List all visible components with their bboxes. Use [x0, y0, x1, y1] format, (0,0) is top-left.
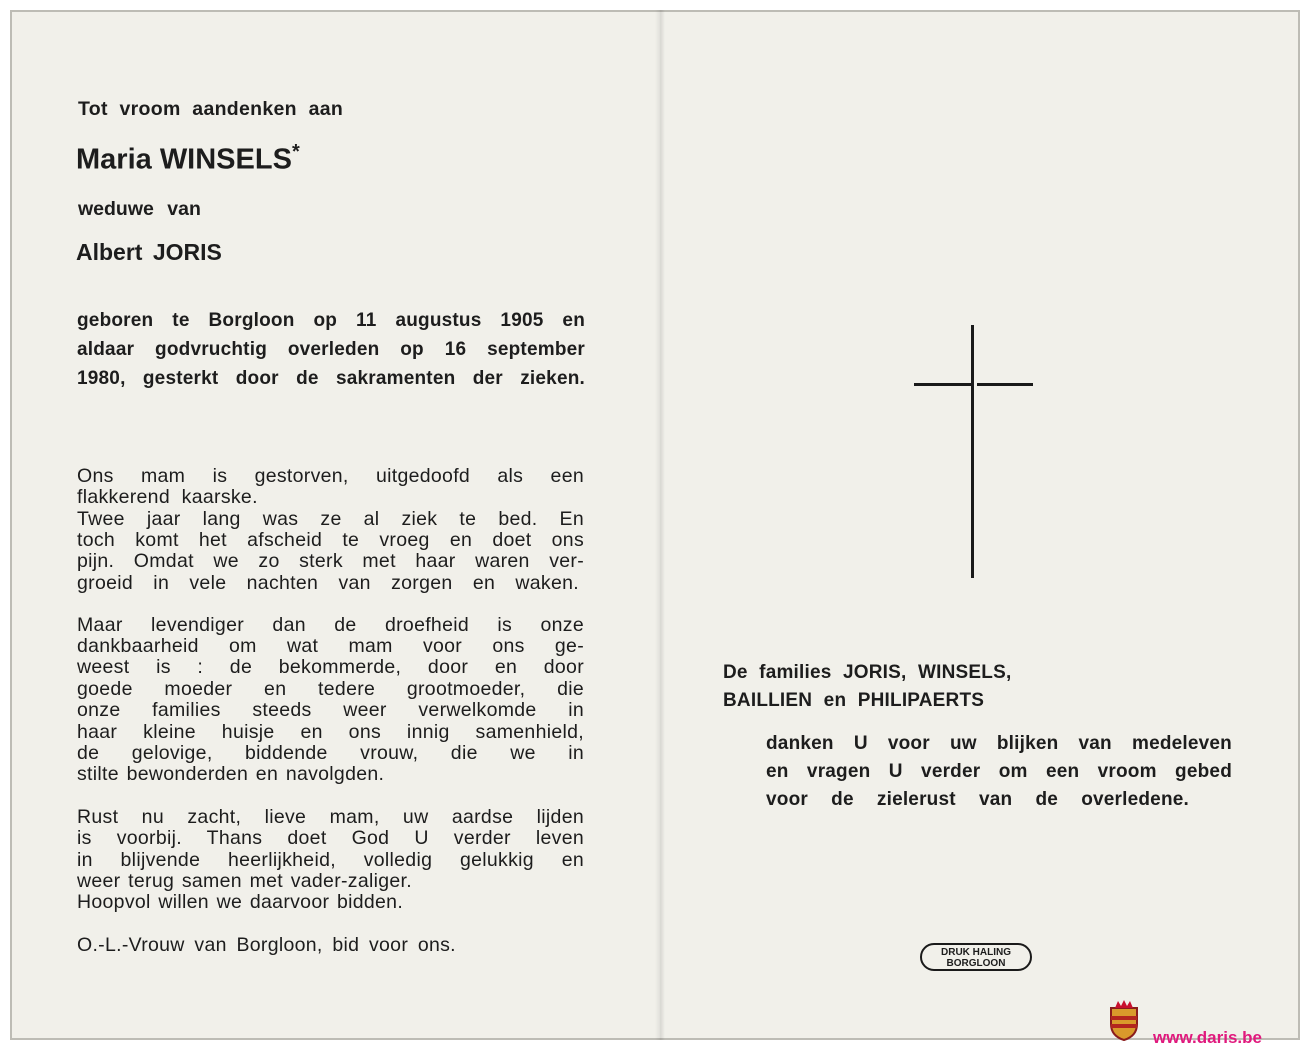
paragraph-line: Twee jaar lang was ze al ziek te bed. En — [77, 508, 584, 530]
paragraph-line: Maar levendiger dan de droefheid is onze — [77, 614, 584, 636]
cross-icon-arm-left — [914, 383, 971, 386]
paragraph-line: pijn. Omdat we zo sterk met haar waren ver- — [77, 550, 584, 572]
thanks-line: danken U voor uw blijken van medeleven — [766, 733, 1232, 754]
printer-town: BORGLOON — [946, 958, 1006, 969]
paragraph-line: in blijvende heerlijkheid, volledig gelukkig en — [77, 849, 584, 871]
printer-name: DRUK HALING — [941, 947, 1011, 958]
paragraph-line: weer terug samen met vader-zaliger. — [77, 870, 412, 892]
spouse-name: Albert JORIS — [76, 239, 222, 265]
paragraph-line: groeid in vele nachten van zorgen en waken. — [77, 572, 579, 594]
crest-logo-icon — [1107, 998, 1141, 1042]
cross-icon-arm-right — [977, 383, 1033, 386]
family-line: BAILLIEN en PHILIPAERTS — [723, 690, 985, 711]
paragraph-line: Rust nu zacht, lieve mam, uw aardse lijden — [77, 806, 584, 828]
bio-line: aldaar godvruchtig overleden op 16 september — [77, 339, 585, 360]
prayer-line: O.-L.-Vrouw van Borgloon, bid voor ons. — [77, 934, 456, 956]
family-line: De families JORIS, WINSELS, — [723, 662, 1012, 683]
paragraph-line: de gelovige, biddende vrouw, die we in — [77, 742, 584, 764]
paragraph-line: Hoopvol willen we daarvoor bidden. — [77, 891, 404, 913]
relation-text: weduwe van — [78, 198, 201, 220]
cross-icon — [971, 325, 974, 578]
paragraph-line: goede moeder en tedere grootmoeder, die — [77, 678, 584, 700]
bio-line: 1980, gesterkt door de sakramenten der zieken. — [77, 368, 585, 389]
card-fold — [655, 10, 665, 1040]
paragraph-line: flakkerend kaarske. — [77, 486, 258, 508]
paragraph-line: haar kleine huisje en ons innig samenhield, — [77, 721, 584, 743]
paragraph-line: weest is : de bekommerde, door en door — [77, 656, 584, 678]
name-mark: * — [291, 141, 300, 163]
paragraph-line: toch komt het afscheid te vroeg en doet ons — [77, 529, 584, 551]
bio-line: geboren te Borgloon op 11 augustus 1905 en — [77, 310, 585, 331]
watermark-text[interactable]: www.daris.be — [1153, 1028, 1262, 1047]
thanks-line: voor de zielerust van de overledene. — [766, 789, 1189, 810]
deceased-name-text: Maria WINSELS — [76, 143, 292, 176]
deceased-name — [76, 141, 300, 177]
paragraph-line: onze families steeds weer verwelkomde in — [77, 699, 584, 721]
thanks-line: en vragen U verder om een vroom gebed — [766, 761, 1232, 782]
paragraph-line: stilte bewonderden en navolgden. — [77, 763, 385, 785]
paragraph-line: Ons mam is gestorven, uitgedoofd als een — [77, 465, 584, 487]
printer-mark — [920, 943, 1032, 971]
paragraph-line: is voorbij. Thans doet God U verder leven — [77, 827, 584, 849]
paragraph-line: dankbaarheid om wat mam voor ons ge- — [77, 635, 584, 657]
intro-text: Tot vroom aandenken aan — [78, 98, 344, 120]
